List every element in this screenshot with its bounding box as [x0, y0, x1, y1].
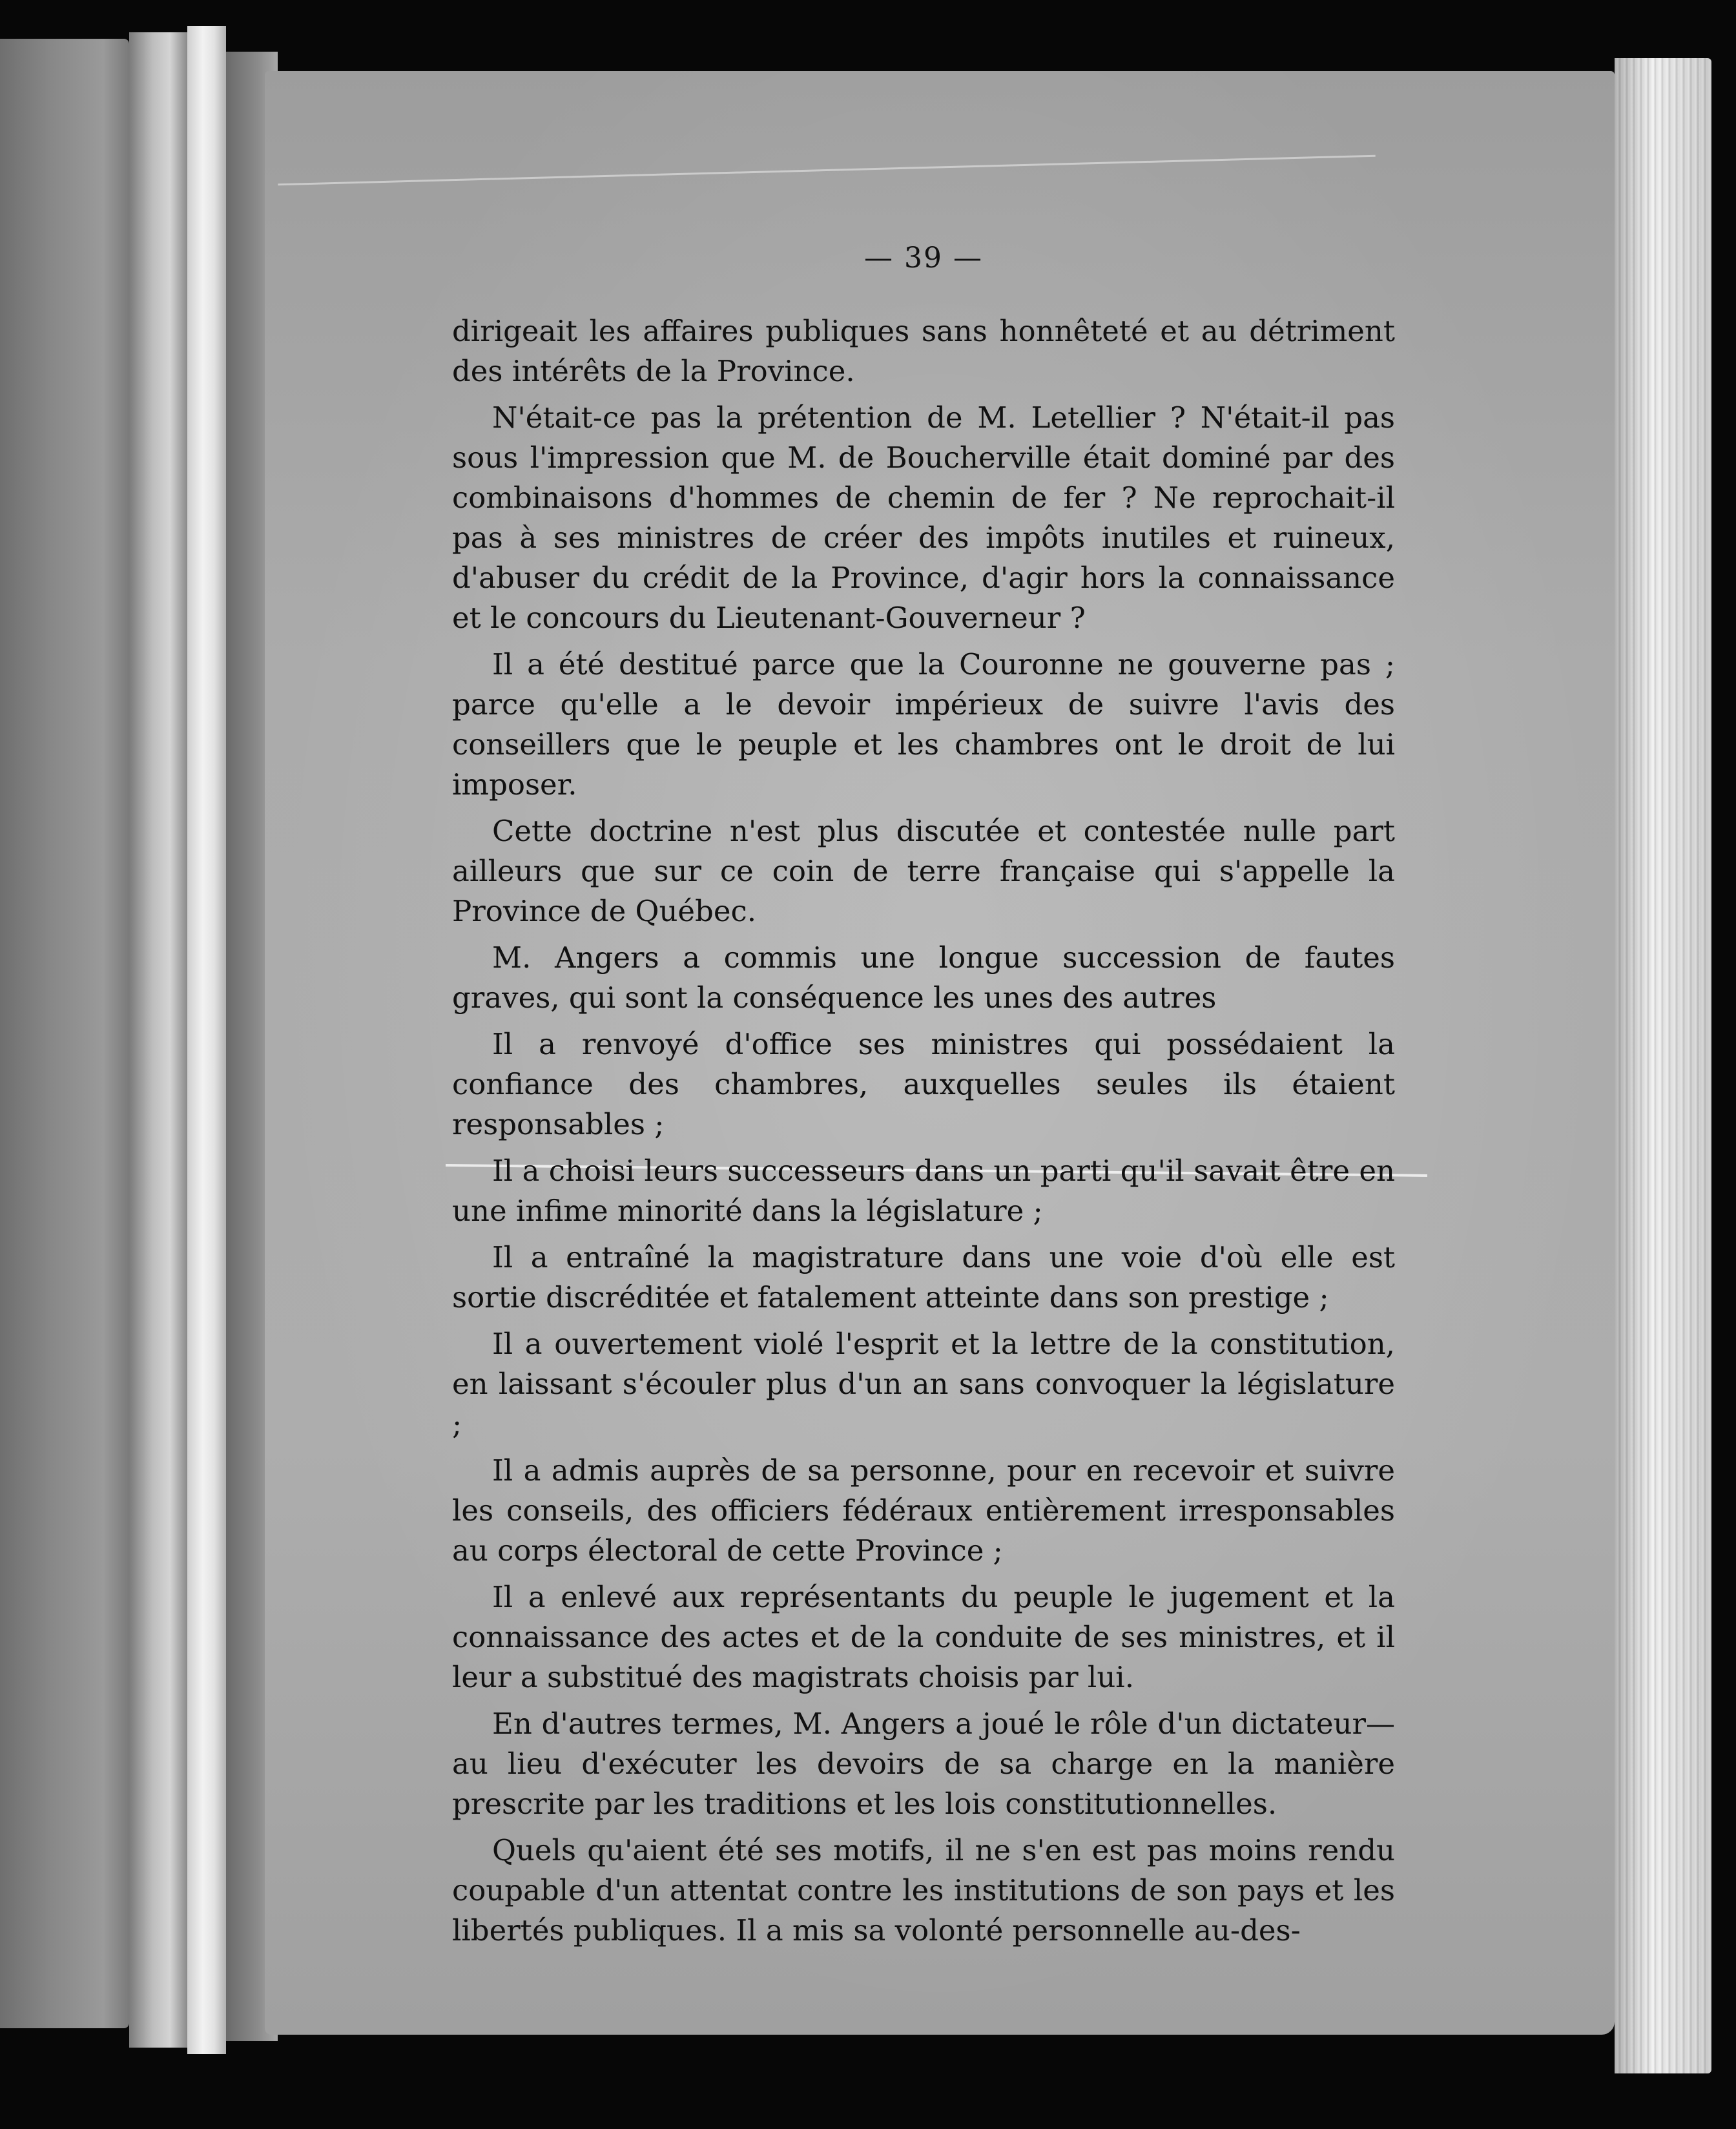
paragraph: dirigeait les affaires publiques sans honnêteté et au détriment des intérêts de la Province. — [452, 314, 1395, 388]
paragraph: Il a enlevé aux représentants du peuple le jugement et la connaissance des actes et de la conduite de ses ministres, et il leur a substitué des magistrats choisis par lui. — [452, 1580, 1395, 1694]
book-gutter — [187, 26, 226, 2054]
paragraph: M. Angers a commis une longue succession de fautes graves, qui sont la conséquence les unes des autres — [452, 940, 1395, 1015]
paragraph: Il a été destitué parce que la Couronne ne gouverne pas ; parce qu'elle a le devoir impérieux de suivre l'avis des conseillers que le peuple et les chambres ont le droit de lui imposer. — [452, 647, 1395, 802]
paragraph: N'était-ce pas la prétention de M. Letellier ? N'était-il pas sous l'impression que M. de Boucherville était dominé par des combinaisons d'hommes de chemin de fer ? Ne reprochait-il pas à ses ministres de créer des impôts inutiles et ruineux, d'abuser du crédit de la Province, d'agir hors la connaissance et le concours du Lieutenant-Gouverneur ? — [452, 400, 1395, 635]
paragraph: En d'autres termes, M. Angers a joué le rôle d'un dictateur— au lieu d'exécuter les devoirs de sa charge en la manière prescrite par les traditions et les lois constitutionnelles. — [452, 1707, 1395, 1821]
page-text — [452, 239, 1395, 1957]
paragraph: Il a choisi leurs successeurs dans un parti qu'il savait être en une infime minorité dans la législature ; — [452, 1154, 1395, 1228]
paragraph: Il a entraîné la magistrature dans une voie d'où elle est sortie discréditée et fatalement atteinte dans son prestige ; — [452, 1240, 1395, 1314]
paragraph: Cette doctrine n'est plus discutée et contestée nulle part ailleurs que sur ce coin de terre française qui s'appelle la Province de Québec. — [452, 814, 1395, 928]
paragraph: Il a renvoyé d'office ses ministres qui possédaient la confiance des chambres, auxquelles seules ils étaient responsables ; — [452, 1027, 1395, 1141]
paragraph: Il a admis auprès de sa personne, pour en recevoir et suivre les conseils, des officiers fédéraux entièrement irresponsables au corps électoral de cette Province ; — [452, 1453, 1395, 1568]
fore-edge-shade — [1615, 58, 1711, 2073]
paragraph: Quels qu'aient été ses motifs, il ne s'en est pas moins rendu coupable d'un attentat contre les institutions de son pays et les libertés publiques. Il a mis sa volonté personnelle au-des- — [452, 1833, 1395, 1947]
page-number: — 39 — — [864, 242, 983, 275]
left-page — [0, 39, 129, 2028]
paragraph: Il a ouvertement violé l'esprit et la lettre de la constitution, en laissant s'écouler plus d'un an sans convoquer la législature ; — [452, 1327, 1395, 1441]
left-page-edge — [129, 32, 187, 2048]
